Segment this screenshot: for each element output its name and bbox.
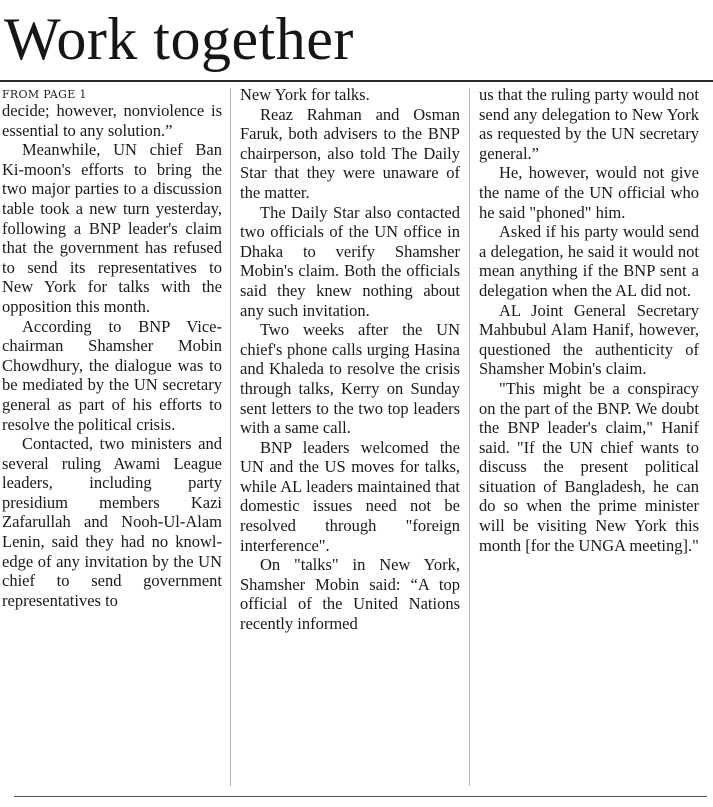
article-column-2 bbox=[240, 85, 460, 634]
paragraph: The Daily Star also contacted two officials of the UN office in Dhaka to verify Shamsher Mobin's claim. Both the officials said they knew nothing about any such invitation. bbox=[240, 202, 460, 320]
paragraph: On "talks" in New York, Shamsher Mobin said: “A top official of the United Nations recently informed bbox=[240, 555, 460, 634]
paragraph: Reaz Rahman and Osman Faruk, both advisers to the BNP chairperson, also told The Daily Star that they were unaware of the matter. bbox=[240, 104, 460, 202]
paragraph: AL Joint General Secretary Mahbubul Alam Hanif, however, questioned the authenticity of Shamsher Mobin's claim. bbox=[479, 300, 699, 379]
column-divider bbox=[469, 88, 470, 786]
paragraph: New York for talks. bbox=[240, 85, 370, 104]
paragraph: Two weeks after the UN chief's phone calls urging Hasina and Khaleda to resolve the crisis through talks, Kerry on Sunday sent letters to the two top leaders with a same call. bbox=[240, 320, 460, 438]
paragraph: Meanwhile, UN chief Ban Ki-moon's efforts to bring the two major parties to a discussion table took a new turn yesterday, following a BNP leader's claim that the government has refused to send its representatives to New York for talks with the opposition this month. bbox=[2, 140, 222, 316]
paragraph: Contacted, two ministers and several ruling Awami League leaders, including party presidium members Kazi Zafarullah and Nooh-Ul-Alam Lenin, said they had no knowledge of any invitation by the UN chief to send government representatives to bbox=[2, 434, 222, 610]
paragraph: BNP leaders welcomed the UN and the US moves for talks, while AL leaders maintained that domestic issues need not be resolved through "foreign interference". bbox=[240, 437, 460, 555]
paragraph: us that the ruling party would not send any delegation to New York as requested by the UN secretary general.” bbox=[479, 85, 699, 163]
dateline: FROM PAGE 1 bbox=[2, 88, 87, 101]
paragraph: decide; however, nonviolence is essential to any solution.” bbox=[2, 101, 222, 140]
paragraph: He, however, would not give the name of the UN official who he said "phoned" him. bbox=[479, 163, 699, 222]
article-headline: Work together bbox=[4, 6, 354, 72]
paragraph: "This might be a conspiracy on the part of the BNP. We doubt the BNP leader's claim," Hanif said. "If the UN chief wants to discuss the present political situation of Bangladesh, he can do so when the prime minister will be visiting New York this month [for the UNGA meeting]." bbox=[479, 378, 699, 555]
paragraph: Asked if his party would send a delegation, he said it would not mean anything if the BNP sent a delegation when the AL did not. bbox=[479, 222, 699, 300]
bottom-rule bbox=[14, 796, 707, 797]
article-column-1 bbox=[2, 85, 222, 610]
paragraph: According to BNP Vicechairman Shamsher Mobin Chowdhury, the dialogue was to be mediated by the UN secretary general as part of his efforts to resolve the political crisis. bbox=[2, 316, 222, 434]
article-column-3 bbox=[479, 85, 699, 555]
column-divider bbox=[230, 88, 231, 786]
headline-rule bbox=[0, 80, 713, 82]
